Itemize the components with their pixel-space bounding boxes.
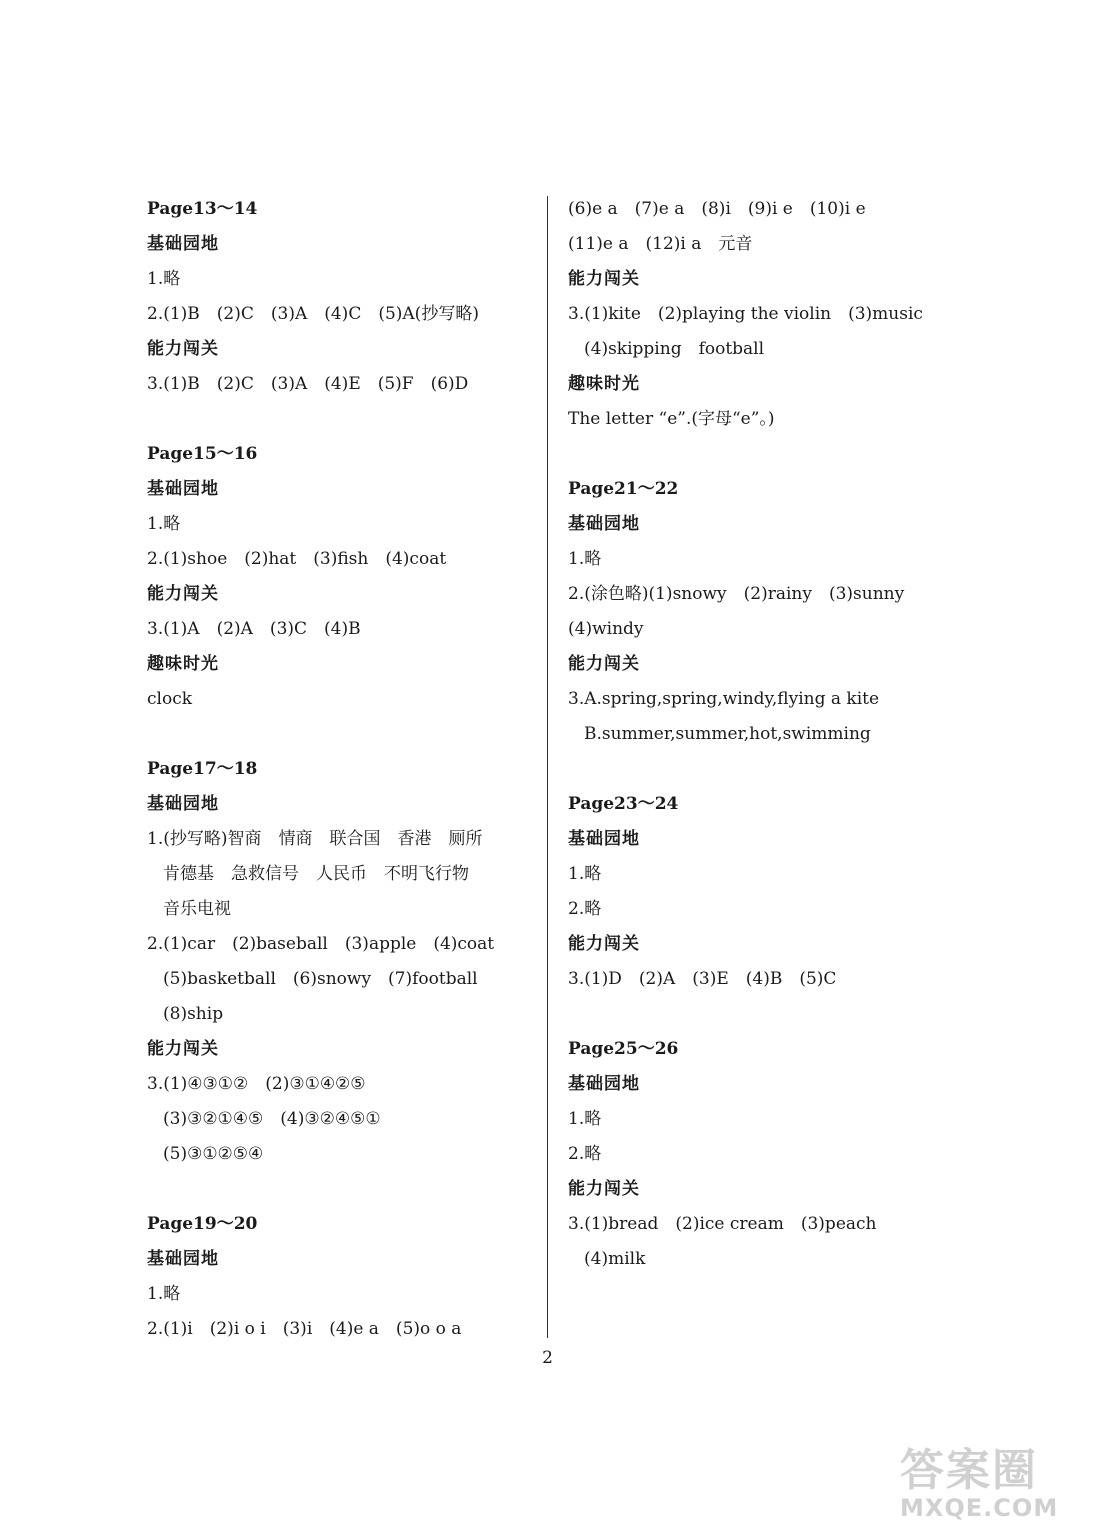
- answer-line: 2.(涂色略)(1)snowy (2)rainy (3)sunny: [568, 584, 905, 604]
- left-column: [147, 194, 537, 1384]
- answer-line: 3.(1)④③①② (2)③①④②⑤: [147, 1074, 366, 1094]
- answer-line: 1.(抄写略)智商 情商 联合国 香港 厕所: [147, 829, 483, 849]
- answer-line: 2.(1)i (2)i o i (3)i (4)e a (5)o o a: [147, 1319, 462, 1339]
- answer-section: [147, 1209, 537, 1349]
- answer-line: 音乐电视: [163, 899, 231, 919]
- category-heading: 基础园地: [568, 1074, 640, 1094]
- section-title: Page15～16: [147, 444, 258, 464]
- category-heading: 能力闯关: [147, 339, 219, 359]
- answer-line: 2.略: [568, 899, 602, 919]
- answer-line: 2.(1)car (2)baseball (3)apple (4)coat: [147, 934, 495, 954]
- section-title: Page13～14: [147, 199, 258, 219]
- answer-line: B.summer,summer,hot,swimming: [584, 724, 871, 744]
- watermark-logo: [900, 1445, 1090, 1532]
- answer-line: 1.略: [147, 514, 181, 534]
- answer-section: [568, 474, 968, 754]
- answer-line: 1.略: [568, 1109, 602, 1129]
- answer-line: 2.(1)B (2)C (3)A (4)C (5)A(抄写略): [147, 304, 479, 324]
- answer-line: 1.略: [568, 549, 602, 569]
- answer-line: 1.略: [568, 864, 602, 884]
- category-heading: 能力闯关: [568, 269, 640, 289]
- answer-section: [147, 754, 537, 1174]
- category-heading: 基础园地: [147, 234, 219, 254]
- answer-line: 2.(1)shoe (2)hat (3)fish (4)coat: [147, 549, 447, 569]
- section-title: Page17～18: [147, 759, 258, 779]
- answer-line: 肯德基 急救信号 人民币 不明飞行物: [163, 864, 469, 884]
- category-heading: 基础园地: [147, 479, 219, 499]
- answer-line: 3.(1)A (2)A (3)C (4)B: [147, 619, 361, 639]
- answer-section: [147, 194, 537, 404]
- answer-line: (6)e a (7)e a (8)i (9)i e (10)i e: [568, 199, 866, 219]
- answer-line: 3.(1)B (2)C (3)A (4)E (5)F (6)D: [147, 374, 469, 394]
- right-column: [568, 194, 968, 1314]
- answer-line: (5)③①②⑤④: [163, 1144, 264, 1164]
- answer-line: (3)③②①④⑤ (4)③②④⑤①: [163, 1109, 381, 1129]
- category-heading: 基础园地: [147, 1249, 219, 1269]
- answer-section: [568, 1034, 968, 1279]
- answer-line: (4)skipping football: [584, 339, 765, 359]
- section-title: Page21～22: [568, 479, 679, 499]
- answer-line: clock: [147, 689, 193, 709]
- answer-line: 1.略: [147, 269, 181, 289]
- answer-line: 1.略: [147, 1284, 181, 1304]
- answer-line: (11)e a (12)i a 元音: [568, 234, 753, 254]
- answer-line: (8)ship: [163, 1004, 224, 1024]
- answer-line: 3.(1)bread (2)ice cream (3)peach: [568, 1214, 877, 1234]
- answer-section: [568, 789, 968, 999]
- answer-line: 2.略: [568, 1144, 602, 1164]
- category-heading: 能力闯关: [568, 654, 640, 674]
- answer-line: 3.(1)kite (2)playing the violin (3)music: [568, 304, 923, 324]
- category-heading: 趣味时光: [568, 374, 640, 394]
- answer-line: 3.A.spring,spring,windy,flying a kite: [568, 689, 880, 709]
- section-title: Page25～26: [568, 1039, 679, 1059]
- category-heading: 能力闯关: [147, 1039, 219, 1059]
- category-heading: 能力闯关: [568, 1179, 640, 1199]
- category-heading: 基础园地: [147, 794, 219, 814]
- category-heading: 能力闯关: [568, 934, 640, 954]
- section-title: Page23～24: [568, 794, 679, 814]
- category-heading: 能力闯关: [147, 584, 219, 604]
- answer-section: [568, 194, 968, 439]
- category-heading: 基础园地: [568, 514, 640, 534]
- watermark-cn: 答案圈: [900, 1445, 1038, 1496]
- answer-line: (5)basketball (6)snowy (7)football: [163, 969, 478, 989]
- answer-line: (4)milk: [584, 1249, 646, 1269]
- column-divider: [547, 196, 548, 1338]
- answer-line: The letter “e”.(字母“e”。): [568, 409, 775, 429]
- answer-section: [147, 439, 537, 719]
- category-heading: 趣味时光: [147, 654, 219, 674]
- answer-line: (4)windy: [568, 619, 644, 639]
- answer-line: 3.(1)D (2)A (3)E (4)B (5)C: [568, 969, 837, 989]
- section-title: Page19～20: [147, 1214, 258, 1234]
- watermark-en: MXQE.COM: [900, 1494, 1059, 1522]
- page-number: 2: [542, 1348, 553, 1368]
- category-heading: 基础园地: [568, 829, 640, 849]
